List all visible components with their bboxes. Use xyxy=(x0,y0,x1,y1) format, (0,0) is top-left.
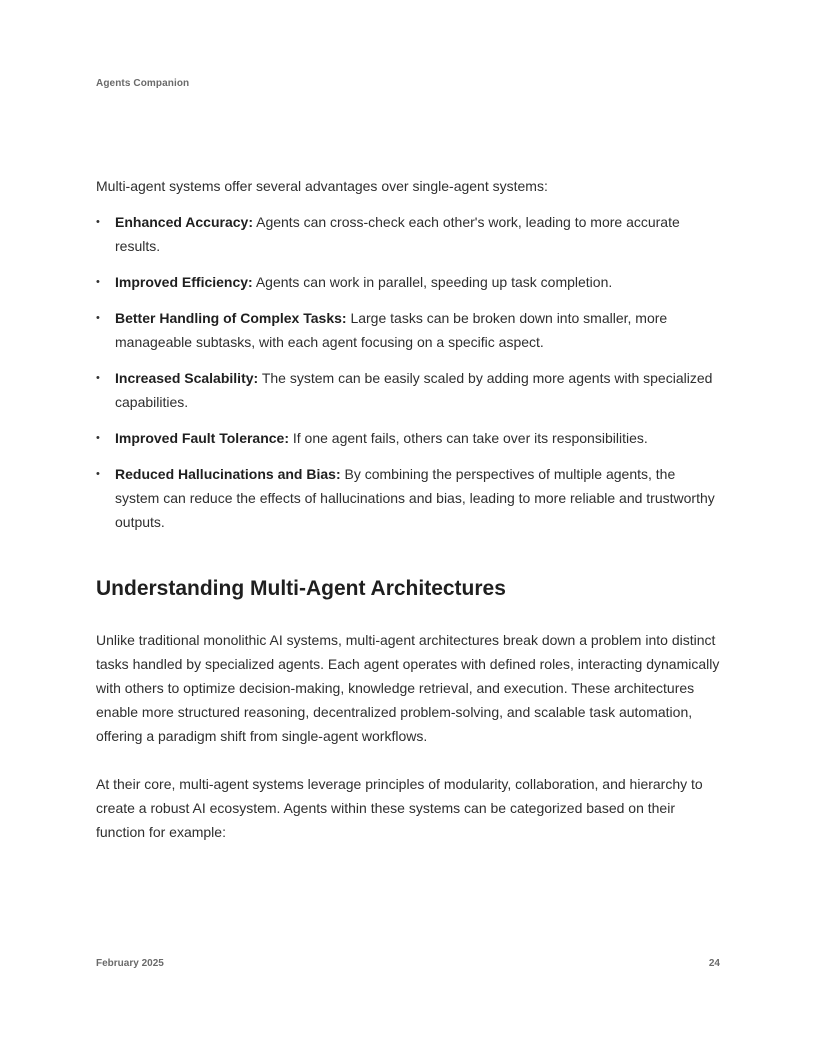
bullet-text: The system can be easily scaled by adding more agents with specialized capabilities. xyxy=(115,370,713,410)
advantages-intro: Multi-agent systems offer several advantages over single-agent systems: xyxy=(96,178,548,194)
running-header: Agents Companion xyxy=(96,78,190,89)
body-paragraph: At their core, multi-agent systems leverage principles of modularity, collaboration, and hierarchy to create a robust AI ecosystem. Agents within these systems can be categorized based on their function for example: xyxy=(96,776,703,840)
bullet-text: By combining the perspectives of multiple agents, the system can reduce the effects of hallucinations and bias, leading to more reliable and trustworthy outputs. xyxy=(115,466,715,530)
list-item xyxy=(96,366,720,414)
bullet-icon: • xyxy=(96,312,100,324)
bullet-text: Large tasks can be broken down into smaller, more manageable subtasks, with each agent focusing on a specific aspect. xyxy=(115,310,668,350)
bullet-text: If one agent fails, others can take over its responsibilities. xyxy=(289,430,648,446)
list-item xyxy=(96,270,720,294)
bullet-text: Agents can cross-check each other's work, leading to more accurate results. xyxy=(115,214,680,254)
body-paragraph: Unlike traditional monolithic AI systems, multi-agent architectures break down a problem into distinct tasks handled by specialized agents. Each agent operates with defined roles, interacting dynamically with others to optimize decision-making, knowledge retrieval, and execution. These architectures enable more structured reasoning, decentralized problem-solving, and scalable task automation, offering a paradigm shift from single-agent workflows. xyxy=(96,632,720,744)
list-item xyxy=(96,426,720,450)
bullet-term: Increased Scalability: xyxy=(115,370,259,386)
list-item xyxy=(96,306,720,354)
bullet-icon: • xyxy=(96,432,100,444)
bullet-term: Reduced Hallucinations and Bias: xyxy=(115,466,341,482)
section-heading: Understanding Multi-Agent Architectures xyxy=(96,577,506,600)
bullet-term: Enhanced Accuracy: xyxy=(115,214,253,230)
list-item xyxy=(96,462,720,534)
bullet-icon: • xyxy=(96,468,100,480)
bullet-icon: • xyxy=(96,372,100,384)
footer-date: February 2025 xyxy=(96,958,164,969)
bullet-icon: • xyxy=(96,276,100,288)
page-number: 24 xyxy=(708,958,720,969)
bullet-text: Agents can work in parallel, speeding up task completion. xyxy=(252,274,613,290)
list-item xyxy=(96,210,720,258)
advantages-list xyxy=(96,210,720,534)
bullet-term: Improved Efficiency: xyxy=(115,274,253,290)
page-content xyxy=(96,174,720,868)
bullet-term: Better Handling of Complex Tasks: xyxy=(115,310,347,326)
bullet-term: Improved Fault Tolerance: xyxy=(115,430,289,446)
bullet-icon: • xyxy=(96,216,100,228)
